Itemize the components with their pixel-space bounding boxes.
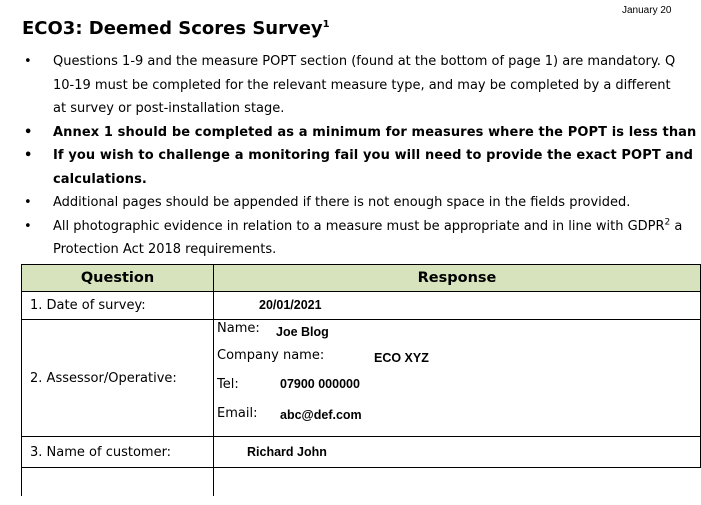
assessor-response-cell: [214, 320, 701, 437]
question-column-header: Question: [22, 265, 214, 292]
question-cell: [22, 468, 214, 497]
instruction-item: • Questions 1-9 and the measure POPT section (found at the bottom of page 1) are mandatory. Q 10-19 must be completed for the relevant measure type, and may be completed by a different at survey or post-installation stage.: [22, 50, 682, 121]
question-cell: 2. Assessor/Operative:: [22, 320, 214, 437]
instruction-item: • Additional pages should be appended if there is not enough space in the fields provided.: [22, 191, 682, 215]
page-title: ECO3: Deemed Scores Survey$^1$: [22, 18, 330, 39]
table-row: [22, 468, 701, 497]
footnote-marker: 1: [322, 19, 330, 30]
document-date: January 20: [622, 5, 672, 16]
survey-table: [21, 264, 701, 496]
response-column-header: Response: [214, 265, 701, 292]
question-cell: 3. Name of customer:: [22, 437, 214, 468]
instruction-item-bold: • If you wish to challenge a monitoring fail you will need to provide the exact POPT and calculations.: [22, 144, 682, 191]
assessor-name-field[interactable]: Name: Joe Blog: [217, 321, 329, 339]
telephone-field[interactable]: Tel: 07900 000000: [217, 377, 360, 392]
instruction-list: [22, 50, 697, 262]
question-cell: 1. Date of survey:: [22, 292, 214, 320]
response-cell[interactable]: [214, 468, 701, 497]
instruction-item-bold: • Annex 1 should be completed as a minimum for measures where the POPT is less than: [22, 121, 682, 145]
table-row: [22, 292, 701, 320]
table-row: [22, 320, 701, 437]
table-row: [22, 437, 701, 468]
date-of-survey-field[interactable]: 20/01/2021: [214, 292, 701, 320]
instruction-item: • All photographic evidence in relation to a measure must be appropriate and in line with GDPR$^2$ a Protection Act 2018 requirements.: [22, 215, 682, 262]
customer-name-field[interactable]: Richard John: [214, 437, 701, 468]
company-name-field[interactable]: Company name: ECO XYZ: [217, 348, 429, 365]
email-field[interactable]: Email: abc@def.com: [217, 406, 362, 422]
